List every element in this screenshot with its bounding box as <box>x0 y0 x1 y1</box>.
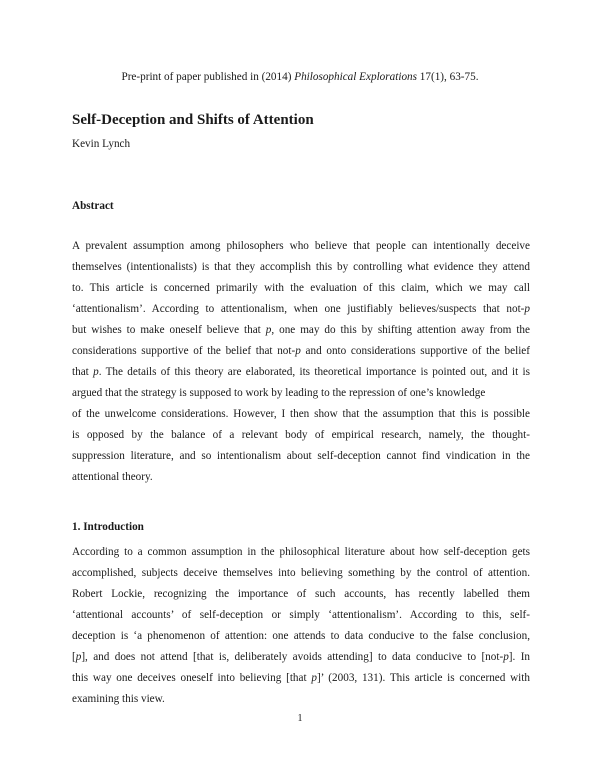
intro-line: [p], and does not attend [that is, deliberately avoids attending] to data conducive to [not-p]. In <box>72 651 531 663</box>
abstract-line: A prevalent assumption among philosophers who believe that people can intentionally deceive <box>72 240 530 252</box>
abstract-line: themselves (intentionalists) is that they accomplish this by controlling what evidence they attend <box>72 261 530 273</box>
intro-line: Robert Lockie, recognizing the importance of such accounts, has recently labelled them <box>72 588 530 600</box>
intro-line: examining this view. <box>72 693 165 705</box>
intro-line: deception is ‘a phenomenon of attention: one attends to data conducive to the false conclusion, <box>72 630 530 642</box>
abstract-line: considerations supportive of the belief that not-p and onto considerations supportive of the belief <box>72 345 530 357</box>
abstract-line: ‘attentionalism’. According to attentionalism, when one justifiably believes/suspects that not-p <box>72 303 530 315</box>
paper-title: Self-Deception and Shifts of Attention <box>72 112 314 128</box>
abstract-line: of the unwelcome considerations. However, I then show that the assumption that this is possible <box>72 408 530 420</box>
abstract-line: to. This article is concerned primarily with the evaluation of this claim, which we may call <box>72 282 530 294</box>
introduction-body <box>72 542 530 710</box>
abstract-line: suppression literature, and so intentionalism about self-deception cannot find vindication in the <box>72 450 530 462</box>
journal-name: Philosophical Explorations <box>294 71 417 83</box>
abstract-line: is opposed by the balance of a relevant body of empirical research, namely, the thought- <box>72 429 530 441</box>
intro-line: accomplished, subjects deceive themselves into believing something by the control of attention. <box>72 567 530 579</box>
intro-line: this way one deceives oneself into believing [that p]’ (2003, 131). This article is concerned with <box>72 672 530 684</box>
introduction-heading: 1. Introduction <box>72 521 144 533</box>
intro-line: ‘attentional accounts’ of self-deception or simply ‘attentionalism’. According to this, self- <box>72 609 530 621</box>
abstract-line: attentional theory. <box>72 471 153 483</box>
author-name: Kevin Lynch <box>72 138 131 150</box>
abstract-body <box>72 236 530 488</box>
abstract-line: that p. The details of this theory are elaborated, its theoretical importance is pointed out, and it is <box>72 366 530 378</box>
abstract-heading: Abstract <box>72 200 114 212</box>
abstract-line: argued that the strategy is supposed to work by leading to the repression of one’s knowledge <box>72 387 486 399</box>
intro-line: According to a common assumption in the philosophical literature about how self-deception gets <box>72 546 530 558</box>
preprint-note: Pre-print of paper published in (2014) Philosophical Explorations 17(1), 63-75. <box>121 71 479 83</box>
abstract-line: but wishes to make oneself believe that p, one may do this by shifting attention away from the <box>72 324 530 336</box>
page-number: 1 <box>297 713 303 724</box>
